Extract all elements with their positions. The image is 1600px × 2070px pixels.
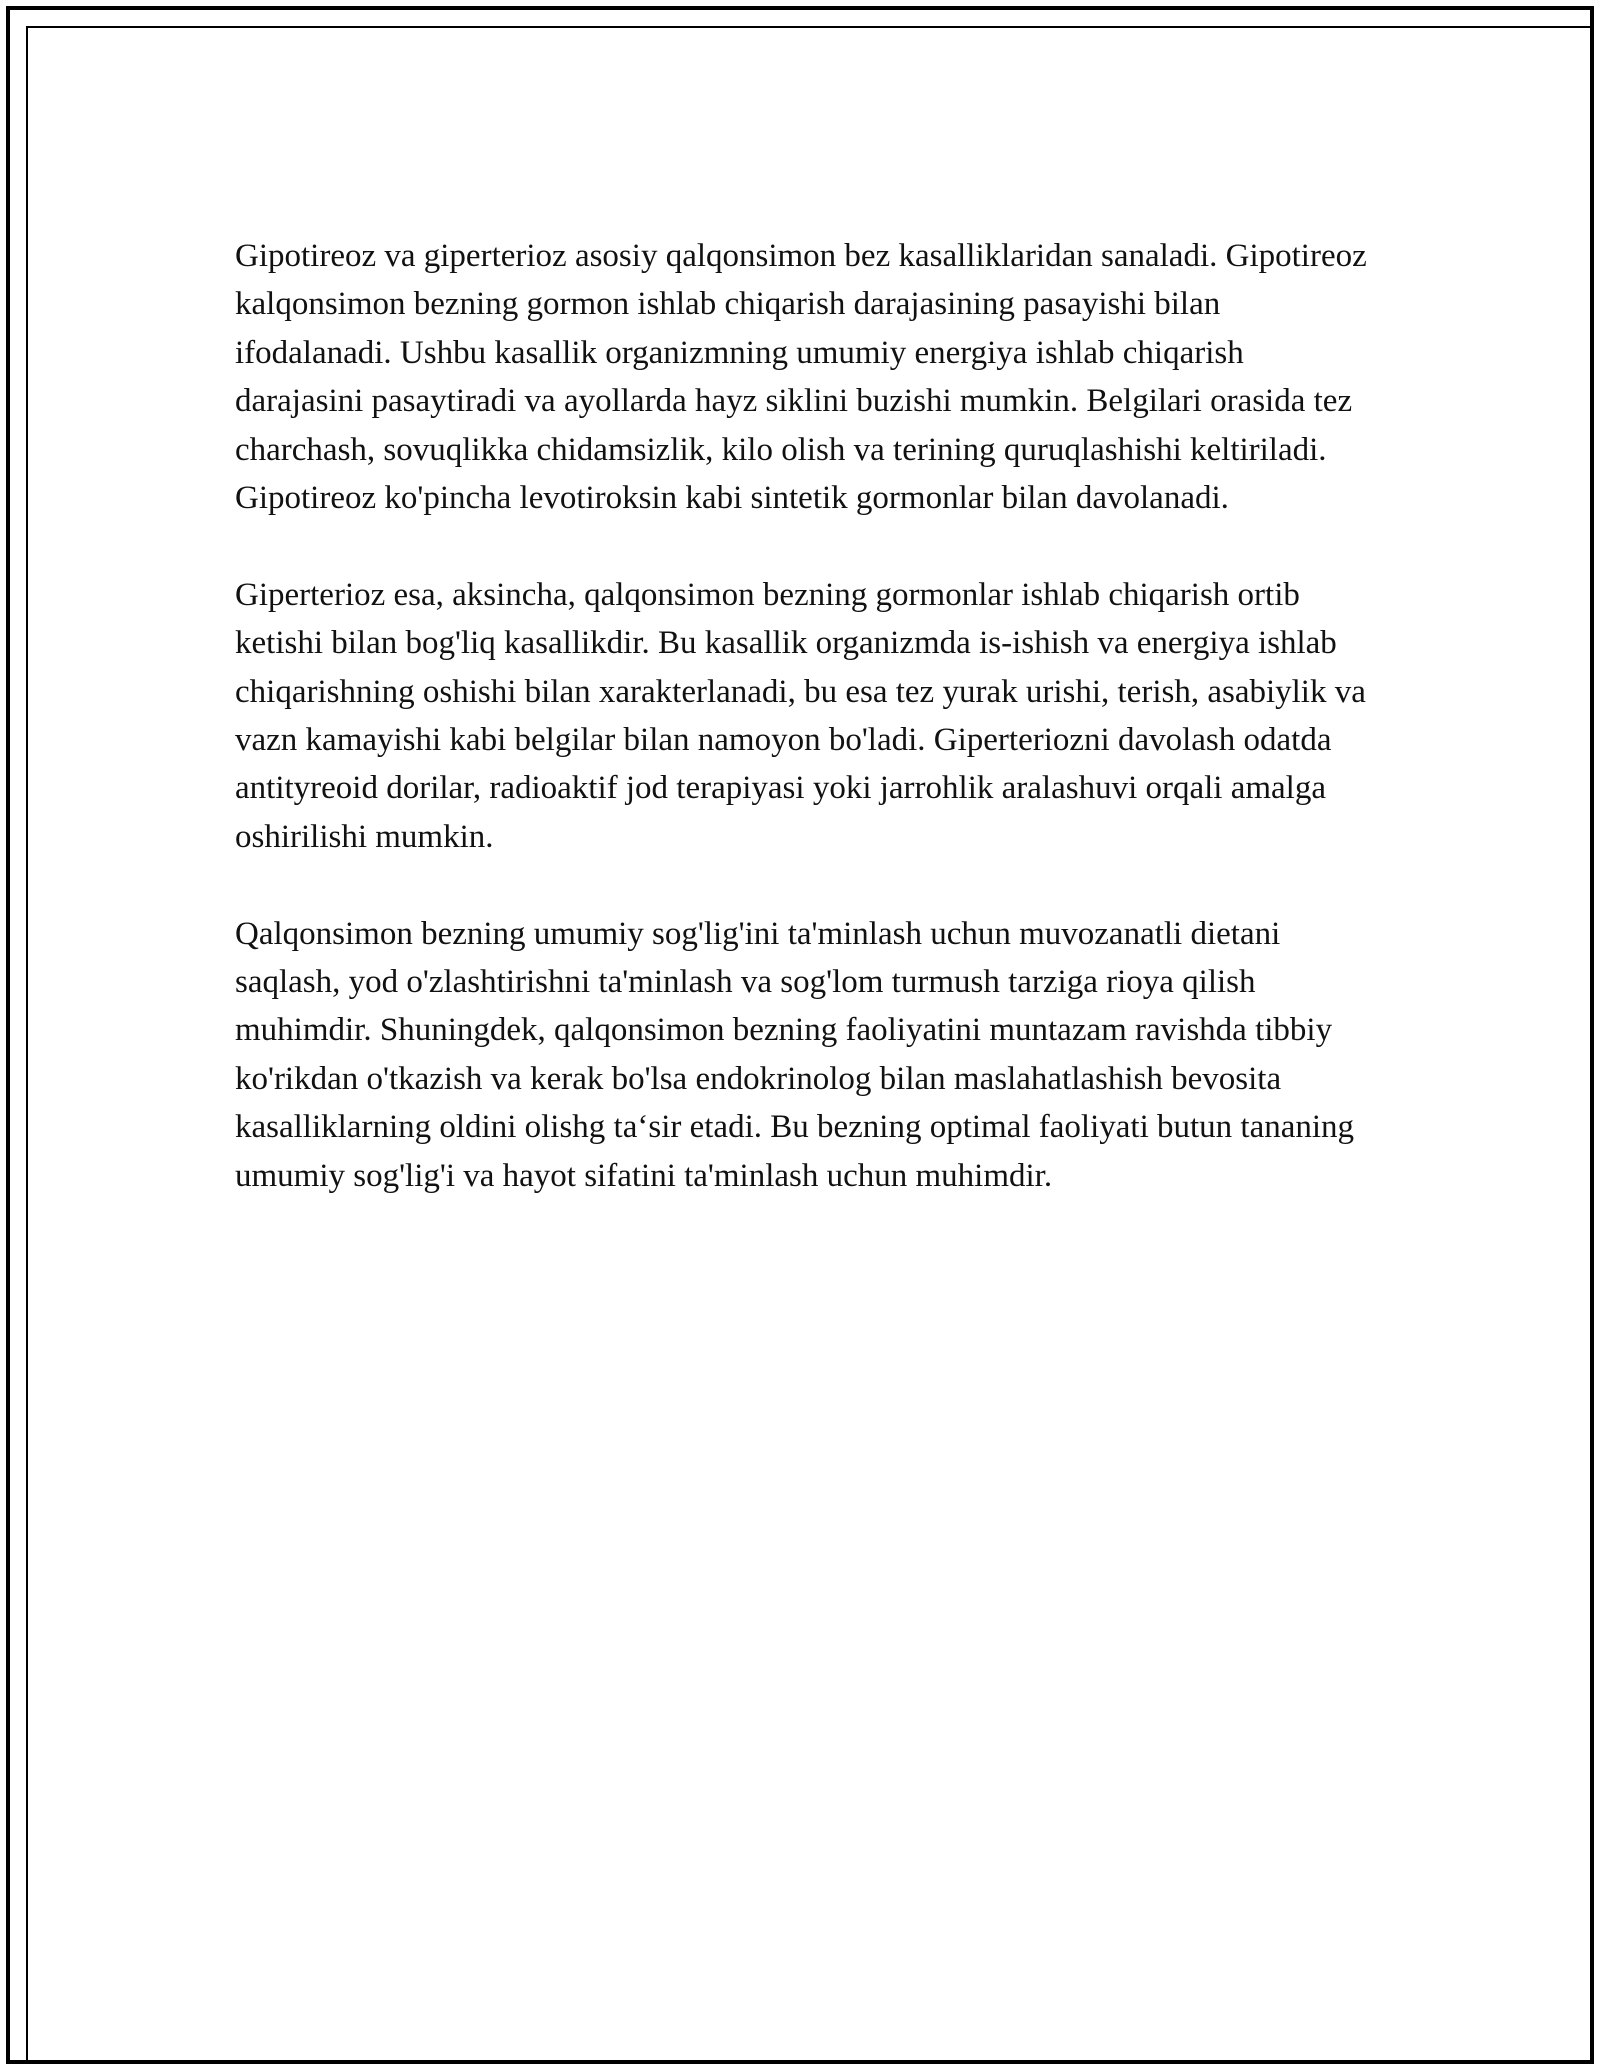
document-body xyxy=(235,232,1370,1248)
paragraph-hyperthyroidism: Giperterioz esa, aksincha, qalqonsimon bezning gormonlar ishlab chiqarish ortib ketishi bilan bog'liq kasallikdir. Bu kasallik organizmda is-ishish va energiya ishlab chiqarishning oshishi bilan xarakterlanadi, bu esa tez yurak urishi, terish, asabiylik va vazn kamayishi kabi belgilar bilan namoyon bo'ladi. Giperteriozni davolash odatda antityreoid dorilar, radioaktif jod terapiyasi yoki jarrohlik aralashuvi orqali amalga oshirilishi mumkin. xyxy=(235,576,1366,855)
paragraph-thyroid-health: Qalqonsimon bezning umumiy sog'lig'ini ta'minlash uchun muvozanatli dietani saqlash, yod o'zlashtirishni ta'minlash va sog'lom turmush tarziga rioya qilish muhimdir. Shuningdek, qalqonsimon bezning faoliyatini muntazam ravishda tibbiy ko'rikdan o'tkazish va kerak bo'lsa endokrinolog bilan maslahatlashish bevosita kasalliklarning oldini olishg ta‘sir etadi. Bu bezning optimal faoliyati butun tananing umumiy sog'lig'i va hayot sifatini ta'minlash uchun muhimdir. xyxy=(235,915,1355,1194)
paragraph-hypothyroidism: Gipotireoz va giperterioz asosiy qalqonsimon bez kasalliklaridan sanaladi. Gipotireoz kalqonsimon bezning gormon ishlab chiqarish darajasining pasayishi bilan ifodalanadi. Ushbu kasallik organizmning umumiy energiya ishlab chiqarish darajasini pasaytiradi va ayollarda hayz siklini buzishi mumkin. Belgilari orasida tez charchash, sovuqlikka chidamsizlik, kilo olish va terining quruqlashishi keltiriladi. Gipotireoz ko'pincha levotiroksin kabi sintetik gormonlar bilan davolanadi. xyxy=(235,238,1367,517)
